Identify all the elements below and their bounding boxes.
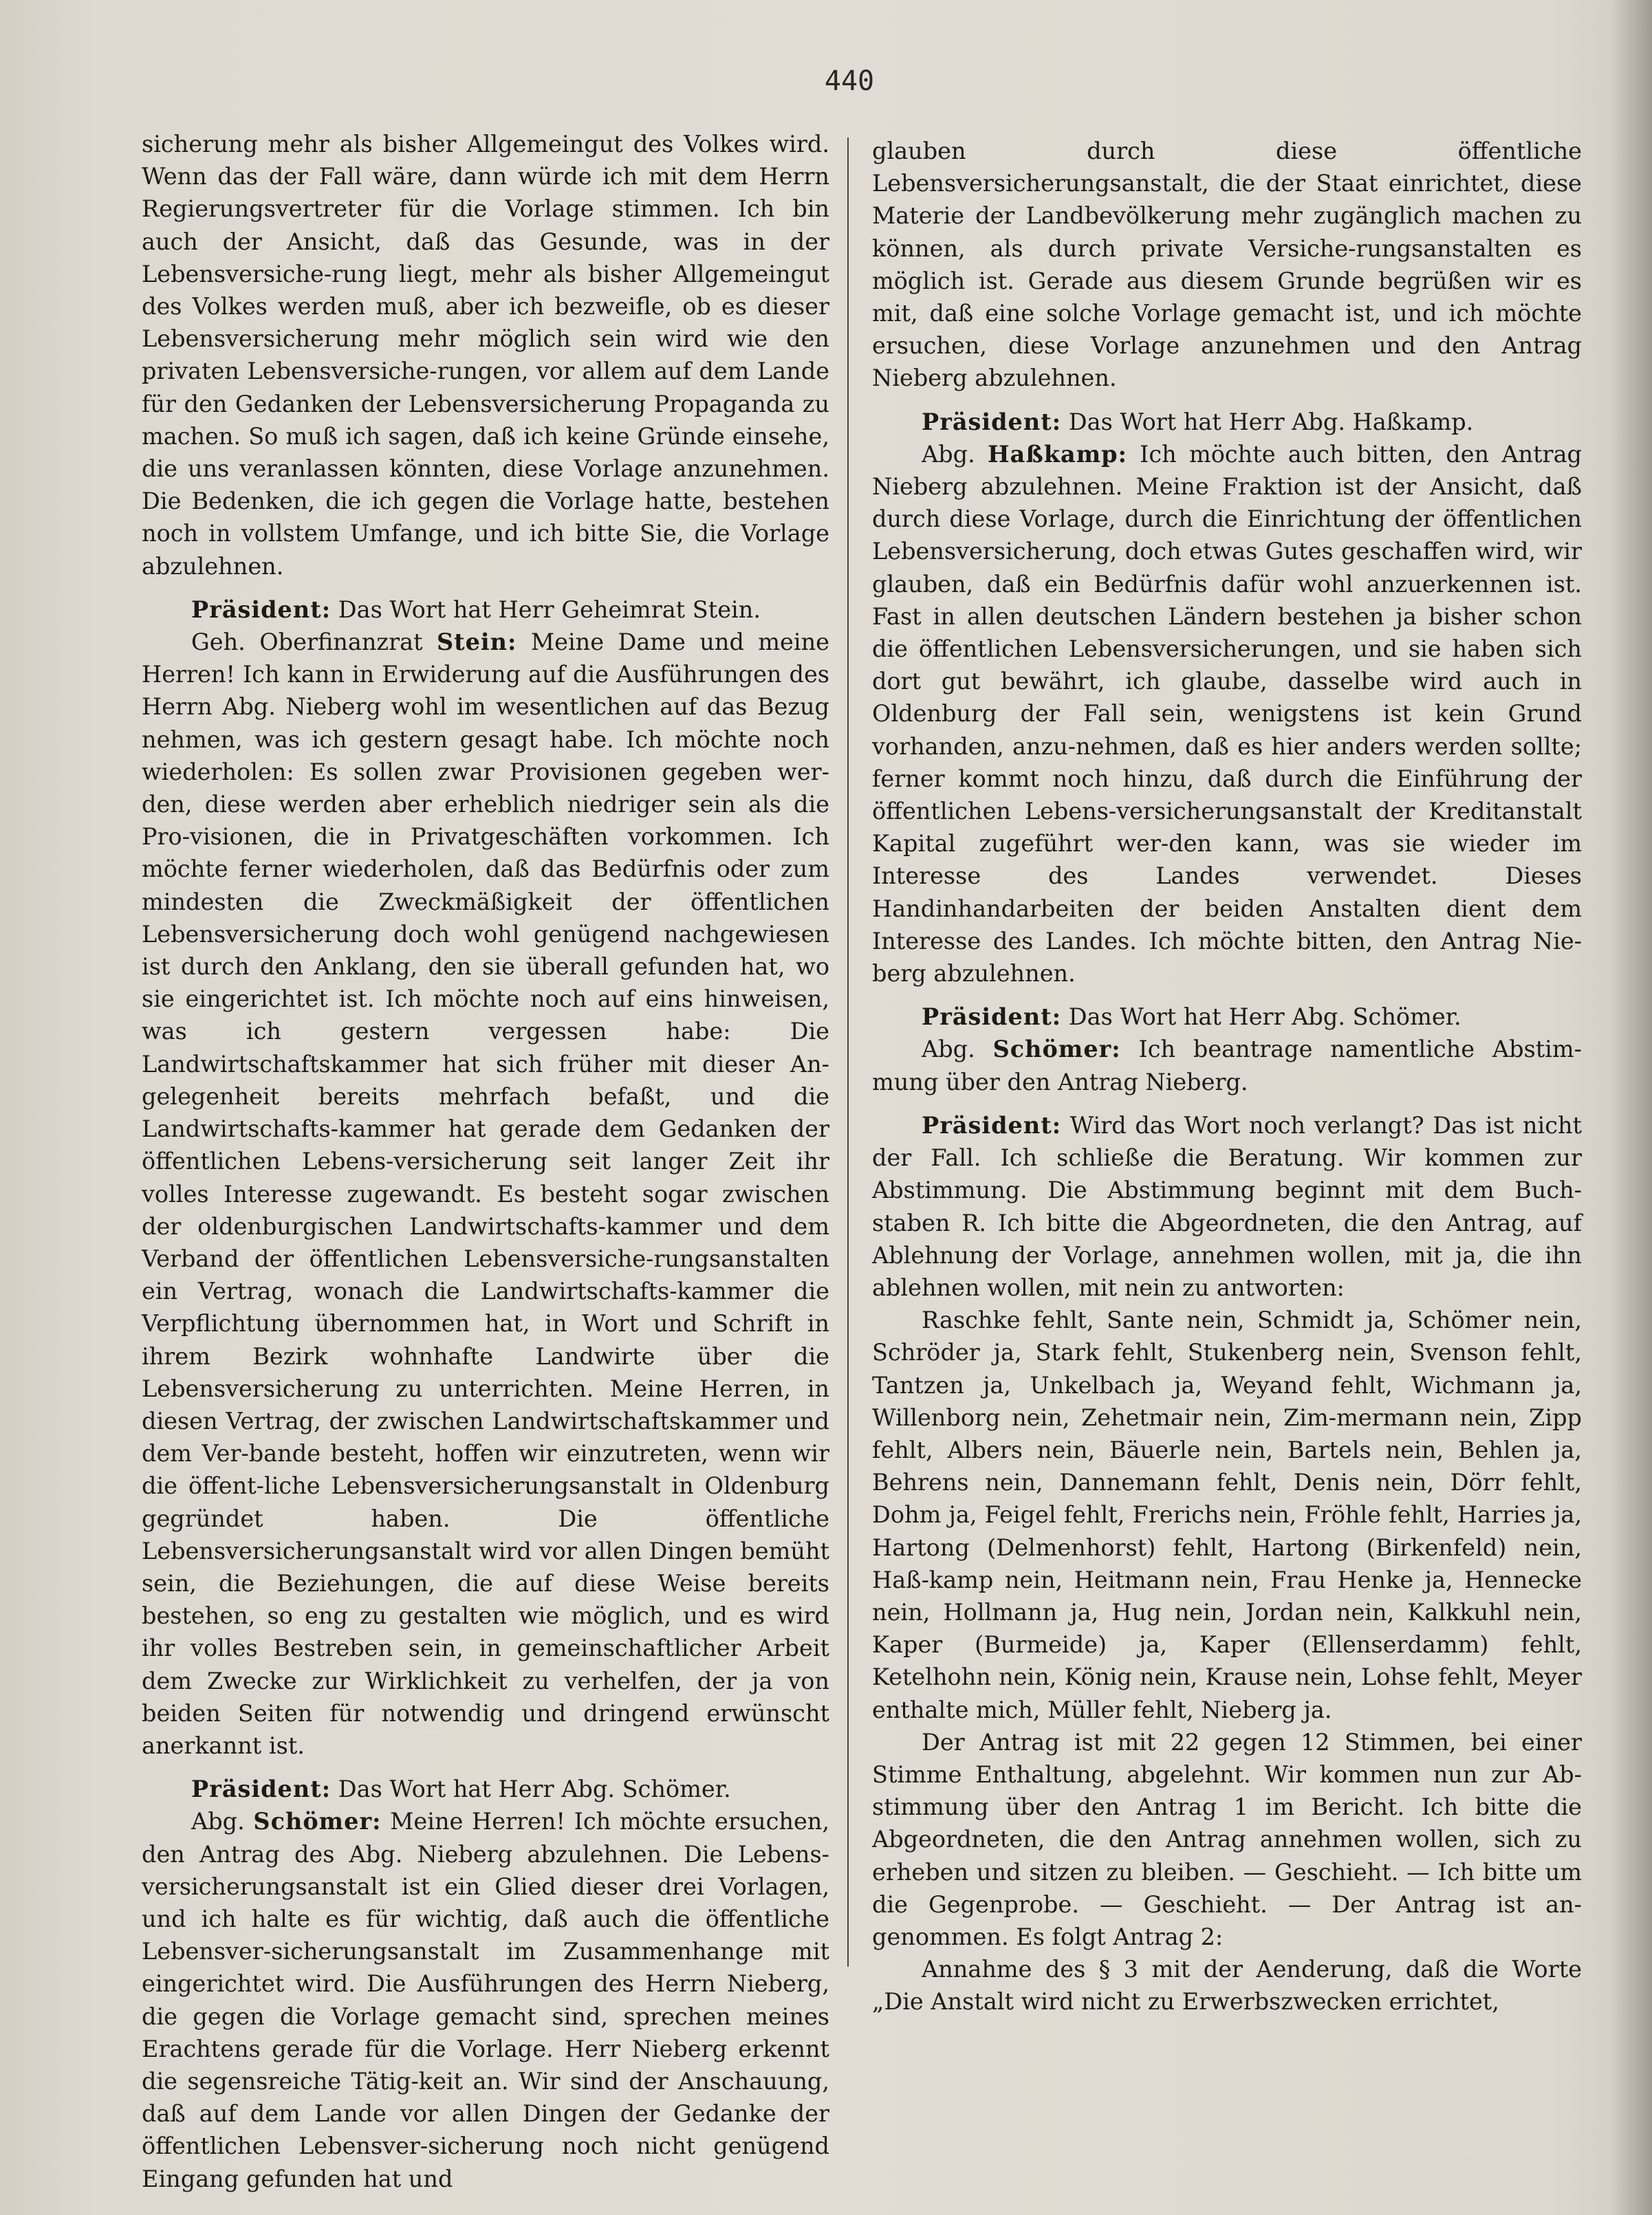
speaker-title: Abg. [922, 1036, 975, 1063]
column-divider [847, 138, 849, 1967]
speaker-label: Stein: [436, 629, 517, 656]
speaker-label: Präsident: [922, 408, 1062, 435]
paragraph [142, 1805, 829, 2194]
motion-quote: Annahme des § 3 mit der Aenderung, daß die Worte „Die Anstalt wird nicht zu Erwerbszwecken errichtet, [872, 1956, 1582, 2016]
page-number: 440 [824, 65, 875, 97]
paragraph [142, 626, 829, 1762]
paragraph [872, 406, 1582, 438]
speaker-title: Abg. [191, 1808, 245, 1835]
speaker-label: Präsident: [191, 596, 332, 623]
paragraph [872, 1033, 1582, 1098]
speaker-title: Geh. Oberfinanzrat [191, 629, 423, 656]
speaker-label: Haßkamp: [987, 440, 1127, 468]
right-column [872, 135, 1582, 2018]
paragraph-text: Ich möchte auch bitten, den Antrag Nieberg abzulehnen. Meine Fraktion ist der Ansicht, daß durch diese Vorlage, durch die Einrichtung der öffentlichen Lebensversicherung, doch etwas Gutes geschaffen wird, wir glauben, daß ein Bedürfnis dafür wohl anzuerkennen ist. Fast in allen deutschen Ländern bestehen ja bisher schon die öffentlichen Lebensversicherungen, und sie haben sich dort gut bewährt, ich glaube, dasselbe wird auch in Oldenburg der Fall sein, wenigstens ist kein Grund vorhanden, anzu-nehmen, daß es hier anders werden sollte; ferner kommt noch hinzu, daß durch die Einführung der öffentlichen Lebens-versicherungsanstalt der Kreditanstalt Kapital zugeführt wer-den kann, was sie wieder im Interesse des Landes verwendet. Dieses Handinhandarbeiten der beiden Anstalten dient dem Interesse des Landes. Ich möchte bitten, den Antrag Nie-berg abzulehnen. [872, 440, 1582, 988]
paragraph-text: Meine Dame und meine Herren! Ich kann in Erwiderung auf die Ausführungen des Herrn Abg. Nieberg wohl im wesentlichen auf das Bezug nehmen, was ich gestern gesagt habe. Ich möchte noch wiederholen: Es sollen zwar Provisionen gegeben wer-den, diese werden aber erheblich niedriger sein als die Pro-visionen, die in Privatgeschäften vorkommen. Ich möchte ferner wiederholen, daß das Bedürfnis oder zum mindesten die Zweckmäßigkeit der öffentlichen Lebensversicherung doch wohl genügend nachgewiesen ist durch den Anklang, den sie überall gefunden hat, wo sie eingerichtet ist. Ich möchte noch auf eins hinweisen, was ich gestern vergessen habe: Die Landwirtschaftskammer hat sich früher mit dieser An-gelegenheit bereits mehrfach befaßt, und die Landwirtschafts-kammer hat gerade dem Gedanken der öffentlichen Lebens-versicherung seit langer Zeit ihr volles Interesse zugewandt. Es besteht sogar zwischen der oldenburgischen Landwirtschafts-kammer und dem Verband der öffentlichen Lebensversiche-rungsanstalten ein Vertrag, wonach die Landwirtschafts-kammer die Verpflichtung übernommen hat, in Wort und Schrift in ihrem Bezirk wohnhafte Landwirte über die Lebensversicherung zu unterrichten. Meine Herren, in diesen Vertrag, der zwischen Landwirtschaftskammer und dem Ver-bande besteht, hoffen wir einzutreten, wenn wir die öffent-liche Lebensversicherungsanstalt in Oldenburg gegründet haben. Die öffentliche Lebensversicherungsanstalt wird vor allen Dingen bemüht sein, die Beziehungen, die auf diese Weise bereits bestehen, so eng zu gestalten wie möglich, und es wird ihr volles Bestreben sein, in gemeinschaftlicher Arbeit dem Zwecke zur Wirklichkeit zu verhelfen, der ja von beiden Seiten für notwendig und dringend erwünscht anerkannt ist. [142, 629, 829, 1759]
page-edge-shadow [1611, 0, 1652, 2215]
paragraph [872, 438, 1582, 990]
paragraph [872, 1001, 1582, 1033]
paragraph-text: Ich beantrage namentliche Abstim-mung über den Antrag Nieberg. [872, 1036, 1582, 1095]
speaker-label: Präsident: [191, 1776, 332, 1803]
speaker-label: Schömer: [992, 1036, 1121, 1063]
paragraph-text: Das Wort hat Herr Abg. Schömer. [1068, 1003, 1461, 1031]
paragraph-text: Wird das Wort noch verlangt? Das ist nicht der Fall. Ich schließe die Beratung. Wir kommen zur Abstimmung. Die Abstimmung beginnt mit dem Buch-staben R. Ich bitte die Abgeordneten, die den Antrag, auf Ablehnung der Vorlage, annehmen wollen, mit ja, die ihn ablehnen wollen, mit nein zu antworten: [872, 1111, 1582, 1301]
paragraph [142, 593, 829, 626]
paragraph-text: Meine Herren! Ich möchte ersuchen, den Antrag des Abg. Nieberg abzulehnen. Die Lebens-versicherungsanstalt ist ein Glied dieser drei Vorlagen, und ich halte es für wichtig, daß auch die öffentliche Lebensver-sicherungsanstalt im Zusammenhange mit eingerichtet wird. Die Ausführungen des Herrn Nieberg, die gegen die Vorlage gemacht sind, sprechen meines Erachtens gerade für die Vorlage. Herr Nieberg erkennt die segensreiche Tätig-keit an. Wir sind der Anschauung, daß auf dem Lande vor allen Dingen der Gedanke der öffentlichen Lebensver-sicherung noch nicht genügend Eingang gefunden hat und [142, 1808, 830, 2192]
paragraph-text: Das Wort hat Herr Abg. Haßkamp. [1068, 408, 1474, 435]
vote-list: Raschke fehlt, Sante nein, Schmidt ja, Schömer nein, Schröder ja, Stark fehlt, Stukenberg nein, Svenson fehlt, Tantzen ja, Unkelbach ja, Weyand fehlt, Wichmann ja, Willenborg nein, Zehetmair nein, Zim-mermann nein, Zipp fehlt, Albers nein, Bäuerle nein, Bartels nein, Behlen ja, Behrens nein, Dannemann fehlt, Denis nein, Dörr fehlt, Dohm ja, Feigel fehlt, Frerichs nein, Fröhle fehlt, Harries ja, Hartong (Delmenhorst) fehlt, Hartong (Birkenfeld) nein, Haß-kamp nein, Heitmann nein, Frau Henke ja, Hennecke nein, Hollmann ja, Hug nein, Jordan nein, Kalkkuhl nein, Kaper (Burmeide) ja, Kaper (Ellenserdamm) fehlt, Ketelhohn nein, König nein, Krause nein, Lohse fehlt, Meyer enthalte mich, Müller fehlt, Nieberg ja. [872, 1307, 1582, 1723]
paragraph [142, 1773, 829, 1805]
left-column [142, 128, 829, 2195]
speaker-title: Abg. [922, 440, 975, 468]
paragraph: Der Antrag ist mit 22 gegen 12 Stimmen, bei einer Stimme Enthaltung, abgelehnt. Wir kommen nun zur Ab-stimmung über den Antrag 1 im Bericht. Ich bitte die Abgeordneten, die den Antrag annehmen wollen, sich zu erheben und sitzen zu bleiben. — Geschieht. — Ich bitte um die Gegenprobe. — Geschieht. — Der Antrag ist an-genommen. Es folgt Antrag 2: [872, 1728, 1582, 1950]
paragraph-text: Das Wort hat Herr Abg. Schömer. [338, 1776, 731, 1803]
speaker-label: Präsident: [922, 1003, 1062, 1031]
paragraph: sicherung mehr als bisher Allgemeingut des Volkes wird. Wenn das der Fall wäre, dann würde ich mit dem Herrn Regierungsvertreter für die Vorlage stimmen. Ich bin auch der Ansicht, daß das Gesunde, was in der Lebensversiche-rung liegt, mehr als bisher Allgemeingut des Volkes werden muß, aber ich bezweifle, ob es dieser Lebensversicherung mehr möglich sein wird wie den privaten Lebensversiche-rungen, vor allem auf dem Lande für den Gedanken der Lebensversicherung Propaganda zu machen. So muß ich sagen, daß ich keine Gründe einsehe, die uns veranlassen könnten, diese Vorlage anzunehmen. Die Bedenken, die ich gegen die Vorlage hatte, bestehen noch in vollstem Umfange, und ich bitte Sie, die Vorlage abzulehnen. [142, 131, 829, 580]
speaker-label: Präsident: [922, 1111, 1062, 1139]
paragraph: glauben durch diese öffentliche Lebensversicherungsanstalt, die der Staat einrichtet, diese Materie der Landbevölkerung mehr zugänglich machen zu können, als durch private Versiche-rungsanstalten es möglich ist. Gerade aus diesem Grunde begrüßen wir es mit, daß eine solche Vorlage gemacht ist, und ich möchte ersuchen, diese Vorlage anzunehmen und den Antrag Nieberg abzulehnen. [872, 138, 1582, 392]
paragraph-text: Das Wort hat Herr Geheimrat Stein. [338, 596, 761, 623]
speaker-label: Schömer: [253, 1808, 382, 1835]
paragraph [872, 1109, 1582, 1304]
